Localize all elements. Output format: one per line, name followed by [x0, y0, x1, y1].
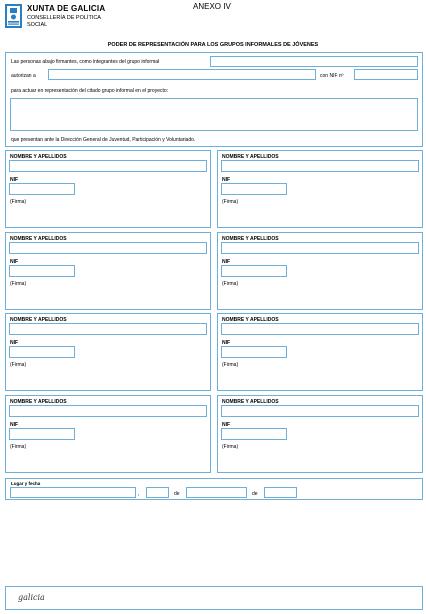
signatory-nif-label: NIF	[222, 422, 231, 428]
signatory-name-label: NOMBRE Y APELLIDOS	[10, 154, 67, 160]
signatory-nif-label: NIF	[10, 259, 19, 265]
signatory-nif-field[interactable]	[9, 428, 75, 440]
signatory-name-label: NOMBRE Y APELLIDOS	[222, 317, 279, 323]
signatory-nif-label: NIF	[10, 340, 19, 346]
signatory-panel	[5, 395, 211, 473]
signatory-nif-label: NIF	[222, 259, 231, 265]
signatory-panel	[217, 150, 423, 228]
intro-line1: Las personas abajo firmantes, como integrantes del grupo informal	[11, 59, 160, 65]
galicia-footer-logo: galicia	[18, 593, 45, 602]
intro-panel	[5, 52, 423, 147]
place-field[interactable]	[10, 487, 136, 498]
signatory-panel	[217, 232, 423, 310]
representative-nif-label: con NIF nº	[320, 73, 344, 79]
signatory-firma-label: (Firma)	[222, 199, 239, 205]
group-name-field[interactable]	[210, 56, 418, 67]
representative-nif-field[interactable]	[354, 69, 418, 80]
signatory-nif-label: NIF	[10, 177, 19, 183]
signatory-name-label: NOMBRE Y APELLIDOS	[10, 317, 67, 323]
signatory-name-field[interactable]	[9, 160, 207, 172]
proyecto-label: para actuar en representación del citado grupo informal en el proyecto:	[11, 88, 169, 94]
year-field[interactable]	[264, 487, 297, 498]
signatory-name-label: NOMBRE Y APELLIDOS	[10, 236, 67, 242]
signatory-firma-label: (Firma)	[222, 281, 239, 287]
signatory-panel	[217, 313, 423, 391]
xunta-shield-logo-icon	[5, 4, 22, 28]
signatory-firma-label: (Firma)	[222, 444, 239, 450]
signatory-name-label: NOMBRE Y APELLIDOS	[222, 399, 279, 405]
signatory-nif-field[interactable]	[221, 346, 287, 358]
signatory-name-label: NOMBRE Y APELLIDOS	[222, 154, 279, 160]
signatory-name-label: NOMBRE Y APELLIDOS	[222, 236, 279, 242]
de-label-1: de	[174, 491, 180, 497]
org-name: XUNTA DE GALICIA	[27, 4, 106, 13]
representative-name-field[interactable]	[48, 69, 316, 80]
signatory-firma-label: (Firma)	[10, 281, 27, 287]
comma-separator: ,	[138, 491, 140, 497]
signatory-nif-field[interactable]	[9, 183, 75, 195]
signatory-name-field[interactable]	[221, 405, 419, 417]
signatory-nif-field[interactable]	[221, 183, 287, 195]
signatory-panel	[5, 313, 211, 391]
signatory-firma-label: (Firma)	[222, 362, 239, 368]
signatory-firma-label: (Firma)	[10, 199, 27, 205]
presentan-label: que presentan ante la Dirección General de Juventud, Participación y Voluntariado.	[11, 137, 196, 143]
org-department-line1: CONSELLERÍA DE POLÍTICA	[27, 15, 101, 21]
signatory-name-field[interactable]	[221, 242, 419, 254]
place-date-panel	[5, 478, 423, 500]
project-field[interactable]	[10, 98, 418, 131]
signatory-firma-label: (Firma)	[10, 444, 27, 450]
signatory-name-field[interactable]	[9, 323, 207, 335]
signatory-nif-label: NIF	[222, 177, 231, 183]
signatory-nif-field[interactable]	[9, 346, 75, 358]
signatory-name-field[interactable]	[9, 405, 207, 417]
signatory-nif-label: NIF	[10, 422, 19, 428]
signatory-firma-label: (Firma)	[10, 362, 27, 368]
signatory-nif-field[interactable]	[9, 265, 75, 277]
signatory-nif-field[interactable]	[221, 428, 287, 440]
place-date-label: Lugar y fecha	[11, 481, 41, 486]
org-department-line2: SOCIAL	[27, 21, 48, 28]
signatory-panel	[217, 395, 423, 473]
autorizan-label: autorizan a	[11, 73, 36, 79]
de-label-2: de	[252, 491, 258, 497]
footer	[5, 586, 423, 610]
signatory-nif-field[interactable]	[221, 265, 287, 277]
signatory-panel	[5, 232, 211, 310]
document-title: PODER DE REPRESENTACIÓN PARA LOS GRUPOS INFORMALES DE JÓVENES	[107, 42, 319, 48]
signatory-name-field[interactable]	[9, 242, 207, 254]
signatory-panel	[5, 150, 211, 228]
signatory-name-field[interactable]	[221, 323, 419, 335]
day-field[interactable]	[146, 487, 169, 498]
signatory-nif-label: NIF	[222, 340, 231, 346]
month-field[interactable]	[186, 487, 247, 498]
signatory-name-label: NOMBRE Y APELLIDOS	[10, 399, 67, 405]
annex-label: ANEXO IV	[193, 2, 231, 11]
signatory-name-field[interactable]	[221, 160, 419, 172]
